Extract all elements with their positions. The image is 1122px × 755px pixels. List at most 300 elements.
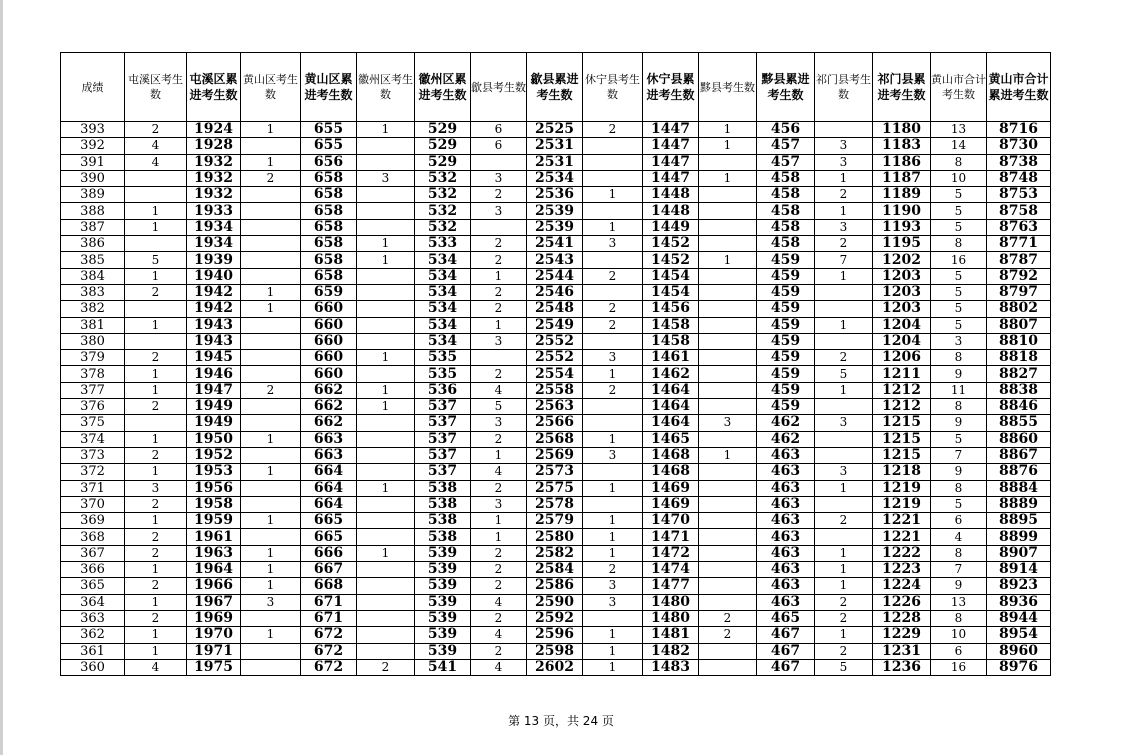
table-cell: 2: [471, 284, 527, 300]
table-cell: 2: [815, 350, 873, 366]
table-row: [61, 496, 1051, 512]
score-cell: 364: [61, 594, 125, 610]
table-cell: 13: [931, 594, 987, 610]
table-cell: [241, 659, 301, 675]
score-cell: 365: [61, 578, 125, 594]
table-cell: 2548: [527, 301, 583, 317]
table-cell: 2: [471, 236, 527, 252]
table-cell: 1: [471, 447, 527, 463]
table-cell: 536: [415, 382, 471, 398]
table-cell: 6: [471, 138, 527, 154]
score-cell: 374: [61, 431, 125, 447]
table-cell: 1: [125, 562, 187, 578]
table-cell: [357, 154, 415, 170]
table-cell: 671: [301, 594, 357, 610]
table-cell: 671: [301, 610, 357, 626]
table-cell: 463: [757, 529, 815, 545]
table-cell: 463: [757, 496, 815, 512]
table-row: [61, 545, 1051, 561]
table-cell: [357, 268, 415, 284]
table-cell: [699, 203, 757, 219]
score-cell: 360: [61, 659, 125, 675]
table-cell: 7: [815, 252, 873, 268]
table-cell: 532: [415, 203, 471, 219]
table-cell: 1: [241, 301, 301, 317]
table-cell: 1940: [187, 268, 241, 284]
table-cell: 1226: [873, 594, 931, 610]
table-cell: [699, 317, 757, 333]
table-cell: [815, 333, 873, 349]
score-cell: 371: [61, 480, 125, 496]
table-row: [61, 447, 1051, 463]
table-cell: 8954: [987, 627, 1051, 643]
table-cell: 1471: [643, 529, 699, 545]
table-row: [61, 382, 1051, 398]
table-cell: 1: [241, 122, 301, 138]
table-cell: 1468: [643, 447, 699, 463]
table-cell: 1928: [187, 138, 241, 154]
table-cell: [357, 203, 415, 219]
table-cell: 467: [757, 659, 815, 675]
table-cell: [357, 627, 415, 643]
table-cell: 2592: [527, 610, 583, 626]
table-cell: 1: [241, 513, 301, 529]
table-cell: 2: [125, 610, 187, 626]
table-cell: [699, 219, 757, 235]
table-cell: 1236: [873, 659, 931, 675]
table-cell: 538: [415, 529, 471, 545]
score-cell: 390: [61, 170, 125, 186]
table-cell: 463: [757, 447, 815, 463]
table-cell: 5: [815, 659, 873, 675]
table-cell: 1: [815, 627, 873, 643]
table-cell: 1: [583, 545, 643, 561]
table-cell: 656: [301, 154, 357, 170]
table-cell: [357, 496, 415, 512]
table-cell: 537: [415, 431, 471, 447]
table-cell: 8792: [987, 268, 1051, 284]
table-cell: 1470: [643, 513, 699, 529]
table-cell: 2: [471, 562, 527, 578]
header-cell: 休宁县考生数: [583, 53, 643, 122]
table-cell: [699, 545, 757, 561]
table-cell: 1212: [873, 399, 931, 415]
table-cell: 1: [125, 513, 187, 529]
table-cell: 8976: [987, 659, 1051, 675]
table-cell: 1193: [873, 219, 931, 235]
table-cell: [241, 252, 301, 268]
score-cell: 381: [61, 317, 125, 333]
table-cell: 459: [757, 317, 815, 333]
table-cell: 539: [415, 562, 471, 578]
table-cell: 5: [931, 187, 987, 203]
table-cell: 532: [415, 187, 471, 203]
table-cell: [699, 496, 757, 512]
table-cell: 1: [471, 513, 527, 529]
table-cell: 1480: [643, 594, 699, 610]
table-cell: 2: [125, 578, 187, 594]
table-cell: 1943: [187, 333, 241, 349]
table-cell: 538: [415, 496, 471, 512]
table-cell: 2: [125, 447, 187, 463]
table-cell: 1222: [873, 545, 931, 561]
table-cell: 3: [471, 203, 527, 219]
table-cell: 672: [301, 659, 357, 675]
score-cell: 369: [61, 513, 125, 529]
table-cell: 2580: [527, 529, 583, 545]
table-cell: 2: [471, 366, 527, 382]
table-cell: 2: [125, 350, 187, 366]
table-row: [61, 610, 1051, 626]
header-cell: 屯溪区累进考生数: [187, 53, 241, 122]
table-cell: 1224: [873, 578, 931, 594]
table-cell: [815, 496, 873, 512]
table-cell: 8: [931, 236, 987, 252]
table-cell: [699, 350, 757, 366]
table-cell: 3: [583, 236, 643, 252]
table-cell: 539: [415, 578, 471, 594]
table-cell: 1: [241, 464, 301, 480]
table-cell: 1970: [187, 627, 241, 643]
table-cell: 1971: [187, 643, 241, 659]
table-cell: 5: [931, 431, 987, 447]
table-cell: 459: [757, 333, 815, 349]
table-cell: 1469: [643, 496, 699, 512]
table-cell: [471, 350, 527, 366]
table-cell: 3: [699, 415, 757, 431]
table-cell: 1: [815, 545, 873, 561]
table-cell: 8730: [987, 138, 1051, 154]
table-cell: 4: [471, 627, 527, 643]
table-cell: 1: [471, 268, 527, 284]
table-cell: 1469: [643, 480, 699, 496]
table-cell: [241, 333, 301, 349]
table-cell: 2552: [527, 333, 583, 349]
table-cell: 1189: [873, 187, 931, 203]
table-cell: 662: [301, 399, 357, 415]
table-row: [61, 350, 1051, 366]
table-cell: 8716: [987, 122, 1051, 138]
table-cell: [357, 447, 415, 463]
table-cell: 658: [301, 236, 357, 252]
table-row: [61, 659, 1051, 675]
table-cell: [357, 513, 415, 529]
table-cell: [815, 447, 873, 463]
table-cell: 1: [815, 578, 873, 594]
table-row: [61, 333, 1051, 349]
table-cell: 1231: [873, 643, 931, 659]
table-cell: 1: [815, 480, 873, 496]
table-cell: 14: [931, 138, 987, 154]
table-cell: 1448: [643, 203, 699, 219]
table-cell: 1447: [643, 122, 699, 138]
score-cell: 362: [61, 627, 125, 643]
table-cell: [241, 366, 301, 382]
table-cell: 2: [471, 610, 527, 626]
table-cell: [699, 284, 757, 300]
table-cell: 1480: [643, 610, 699, 626]
table-cell: [583, 496, 643, 512]
table-cell: 8787: [987, 252, 1051, 268]
table-cell: 2: [125, 122, 187, 138]
table-cell: [357, 219, 415, 235]
header-cell: 祁门县考生数: [815, 53, 873, 122]
table-cell: 1: [357, 236, 415, 252]
table-cell: 1: [583, 529, 643, 545]
table-cell: 1: [357, 545, 415, 561]
table-cell: 1: [815, 382, 873, 398]
table-cell: 2: [125, 399, 187, 415]
table-cell: 8738: [987, 154, 1051, 170]
score-cell: 383: [61, 284, 125, 300]
table-cell: 1: [125, 366, 187, 382]
table-cell: [357, 643, 415, 659]
table-cell: 1: [583, 627, 643, 643]
table-cell: [357, 610, 415, 626]
table-cell: 662: [301, 382, 357, 398]
table-cell: [699, 562, 757, 578]
table-cell: [583, 138, 643, 154]
header-cell: 休宁县累进考生数: [643, 53, 699, 122]
table-cell: [241, 447, 301, 463]
score-cell: 373: [61, 447, 125, 463]
table-cell: 667: [301, 562, 357, 578]
table-cell: 1203: [873, 301, 931, 317]
table-cell: 16: [931, 252, 987, 268]
table-cell: 2579: [527, 513, 583, 529]
table-cell: 2: [471, 252, 527, 268]
score-cell: 363: [61, 610, 125, 626]
table-cell: 9: [931, 415, 987, 431]
table-cell: [357, 431, 415, 447]
table-cell: 1: [699, 447, 757, 463]
table-cell: 467: [757, 627, 815, 643]
table-cell: 1204: [873, 333, 931, 349]
score-cell: 380: [61, 333, 125, 349]
table-cell: 8: [931, 545, 987, 561]
table-cell: 1: [125, 431, 187, 447]
score-cell: 367: [61, 545, 125, 561]
table-cell: 4: [471, 659, 527, 675]
table-cell: [241, 187, 301, 203]
table-cell: 1: [357, 480, 415, 496]
table-cell: 5: [931, 284, 987, 300]
score-cell: 384: [61, 268, 125, 284]
table-cell: 672: [301, 627, 357, 643]
table-cell: [583, 252, 643, 268]
table-cell: [583, 284, 643, 300]
table-row: [61, 138, 1051, 154]
table-cell: 5: [931, 496, 987, 512]
table-cell: 1942: [187, 284, 241, 300]
table-cell: 16: [931, 659, 987, 675]
table-cell: 2: [241, 170, 301, 186]
table-cell: [699, 399, 757, 415]
table-cell: [699, 529, 757, 545]
table-cell: 1945: [187, 350, 241, 366]
table-cell: 1949: [187, 399, 241, 415]
table-cell: [583, 154, 643, 170]
table-cell: 658: [301, 219, 357, 235]
table-cell: 2: [815, 594, 873, 610]
table-cell: [241, 350, 301, 366]
table-cell: 11: [931, 382, 987, 398]
table-cell: 2: [471, 301, 527, 317]
table-cell: [699, 382, 757, 398]
table-cell: 2596: [527, 627, 583, 643]
table-cell: 533: [415, 236, 471, 252]
table-cell: 1964: [187, 562, 241, 578]
table-cell: 4: [125, 138, 187, 154]
table-cell: 459: [757, 366, 815, 382]
table-cell: 1: [125, 382, 187, 398]
table-cell: [815, 284, 873, 300]
table-cell: 8876: [987, 464, 1051, 480]
table-row: [61, 399, 1051, 415]
score-cell: 361: [61, 643, 125, 659]
table-cell: 462: [757, 415, 815, 431]
table-cell: [357, 138, 415, 154]
table-cell: 2543: [527, 252, 583, 268]
table-cell: 672: [301, 643, 357, 659]
table-cell: 2: [471, 643, 527, 659]
table-cell: 665: [301, 513, 357, 529]
table-cell: 1: [583, 659, 643, 675]
table-cell: 1: [125, 219, 187, 235]
table-cell: 1: [357, 399, 415, 415]
table-cell: 1: [357, 382, 415, 398]
table-cell: 4: [125, 154, 187, 170]
table-cell: 2: [815, 236, 873, 252]
table-cell: 5: [931, 301, 987, 317]
table-cell: 3: [815, 415, 873, 431]
table-cell: 8936: [987, 594, 1051, 610]
table-cell: [125, 301, 187, 317]
table-row: [61, 301, 1051, 317]
table-cell: 1943: [187, 317, 241, 333]
header-cell: 祁门县累进考生数: [873, 53, 931, 122]
table-cell: 8884: [987, 480, 1051, 496]
table-cell: 1481: [643, 627, 699, 643]
table-cell: [699, 431, 757, 447]
table-cell: [241, 236, 301, 252]
table-cell: [699, 594, 757, 610]
table-cell: 463: [757, 578, 815, 594]
table-cell: 1215: [873, 431, 931, 447]
table-cell: 8827: [987, 366, 1051, 382]
table-cell: 660: [301, 350, 357, 366]
table-row: [61, 203, 1051, 219]
table-cell: 2531: [527, 138, 583, 154]
table-cell: 2573: [527, 464, 583, 480]
table-cell: 2: [471, 480, 527, 496]
table-cell: 1190: [873, 203, 931, 219]
score-cell: 386: [61, 236, 125, 252]
table-cell: [357, 317, 415, 333]
table-cell: 1933: [187, 203, 241, 219]
table-cell: [125, 236, 187, 252]
table-cell: 1966: [187, 578, 241, 594]
table-cell: 1454: [643, 268, 699, 284]
score-cell: 387: [61, 219, 125, 235]
table-cell: [125, 187, 187, 203]
table-cell: 8889: [987, 496, 1051, 512]
table-cell: 1961: [187, 529, 241, 545]
table-cell: 2539: [527, 203, 583, 219]
table-cell: 8810: [987, 333, 1051, 349]
table-cell: 1: [583, 187, 643, 203]
table-cell: 459: [757, 301, 815, 317]
table-cell: 1: [815, 268, 873, 284]
table-cell: 2: [815, 513, 873, 529]
table-cell: 1: [125, 594, 187, 610]
table-cell: 458: [757, 170, 815, 186]
table-cell: 456: [757, 122, 815, 138]
table-cell: 1: [241, 562, 301, 578]
table-cell: 1959: [187, 513, 241, 529]
table-cell: 1: [699, 138, 757, 154]
table-cell: 3: [931, 333, 987, 349]
table-cell: 1946: [187, 366, 241, 382]
table-cell: 458: [757, 203, 815, 219]
table-cell: 1: [699, 252, 757, 268]
table-cell: 539: [415, 545, 471, 561]
table-cell: 2: [357, 659, 415, 675]
table-cell: [699, 236, 757, 252]
score-cell: 392: [61, 138, 125, 154]
table-row: [61, 284, 1051, 300]
table-cell: 529: [415, 138, 471, 154]
table-cell: 4: [125, 659, 187, 675]
header-cell: 黄山市合计考生数: [931, 53, 987, 122]
table-cell: 7: [931, 447, 987, 463]
header-row: [61, 53, 1051, 122]
table-row: [61, 187, 1051, 203]
table-cell: 1186: [873, 154, 931, 170]
table-cell: [583, 170, 643, 186]
table-cell: 2: [583, 382, 643, 398]
table-cell: 2: [815, 610, 873, 626]
table-cell: 1: [241, 154, 301, 170]
table-cell: 1: [241, 431, 301, 447]
table-cell: [357, 415, 415, 431]
table-cell: 10: [931, 627, 987, 643]
table-cell: 665: [301, 529, 357, 545]
table-cell: 655: [301, 138, 357, 154]
table-cell: 4: [471, 594, 527, 610]
table-cell: 463: [757, 464, 815, 480]
table-cell: 1: [125, 268, 187, 284]
table-cell: 5: [815, 366, 873, 382]
table-cell: 1924: [187, 122, 241, 138]
score-cell: 372: [61, 464, 125, 480]
table-cell: [241, 610, 301, 626]
score-cell: 377: [61, 382, 125, 398]
table-cell: 1932: [187, 187, 241, 203]
table-cell: 1483: [643, 659, 699, 675]
table-cell: 2584: [527, 562, 583, 578]
table-row: [61, 252, 1051, 268]
table-cell: 2582: [527, 545, 583, 561]
table-cell: 1: [357, 122, 415, 138]
table-cell: 8: [931, 610, 987, 626]
table-cell: 532: [415, 170, 471, 186]
table-cell: 1447: [643, 154, 699, 170]
table-cell: 1: [699, 122, 757, 138]
table-cell: 1952: [187, 447, 241, 463]
table-cell: 13: [931, 122, 987, 138]
table-cell: 655: [301, 122, 357, 138]
